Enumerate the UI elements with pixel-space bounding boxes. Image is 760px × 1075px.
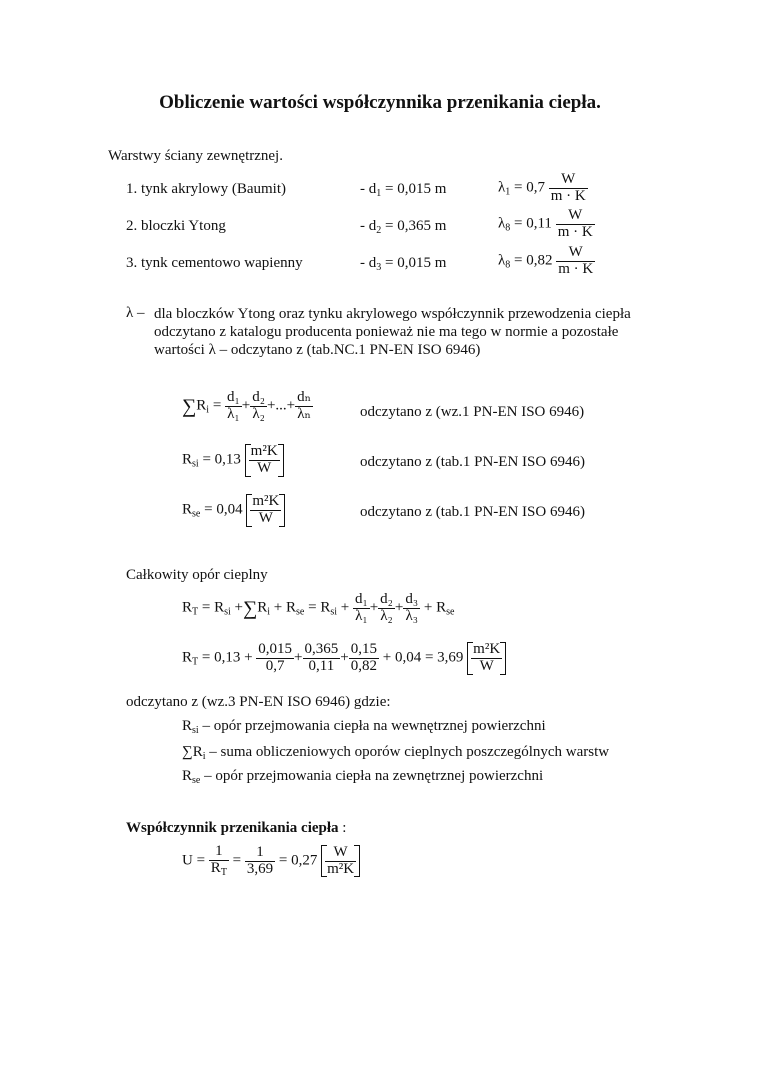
layer-3-thickness: - $d_3 = 0,015$ m — [360, 255, 447, 273]
u-heading: Współczynnik przenikania ciepła : — [126, 820, 347, 836]
sum-ri-source: odczytano z (wz.1 PN-EN ISO 6946) — [360, 404, 585, 420]
total-heading: Całkowity opór cieplny — [126, 567, 268, 583]
layer-2-thickness: - $d_2 = 0,365$ m — [360, 218, 447, 236]
legend-rse: $R_{se}$ – opór przejmowania ciepła na zewnętrznej powierzchni — [182, 768, 544, 786]
layer-1-name: 1. tynk akrylowy (Baumit) — [126, 181, 286, 197]
legend-rsi: $R_{si}$ – opór przejmowania ciepła na wewnętrznej powierzchni — [182, 718, 546, 736]
page-title: Obliczenie wartości współczynnika przenikania ciepła. — [159, 92, 601, 113]
layer-1-lambda: $\lambda_1 = 0,7$ $\frac{W}{m \cdot K}$ — [498, 171, 586, 204]
total-source: odczytano z (wz.3 PN-EN ISO 6946) gdzie: — [126, 694, 391, 710]
lambda-note-marker: λ – — [126, 305, 145, 321]
legend-sum-ri: $\sum R_i$ – suma obliczeniowych oporów cieplnych poszczególnych warstw — [182, 744, 610, 762]
rsi-source: odczytano z (tab.1 PN-EN ISO 6946) — [360, 454, 585, 470]
layer-3-name: 3. tynk cementowo wapienny — [126, 255, 303, 271]
lambda-note-text: dla bloczków Ytong oraz tynku akrylowego współczynnik przewodzenia ciepła odczytano z katalogu producenta ponieważ nie ma tego w normie a pozostałe wartości λ – odczytano z (tab.NC.1 PN-EN ISO 6946) — [154, 306, 631, 358]
layers-heading: Warstwy ściany zewnętrznej. — [108, 148, 283, 164]
layer-1-thickness: - $d_1 = 0,015$ m — [360, 181, 447, 199]
total-formula-values: $R_T = 0,13$ + $\frac{0,015}{0,7}$ + $\frac{0,365}{0,11}$ + $\frac{0,15}{0,82}$ + 0,04 = 3,69 $\frac{\text{m²K}}{W}$ — [182, 642, 506, 675]
layer-2-name: 2. bloczki Ytong — [126, 218, 226, 234]
sum-ri-formula: $\sum R_i$ = $\frac{\text{d₁}}{\text{λ₁}}$ + $\frac{\text{d₂}}{\text{λ₂}}$ +...+ $\frac{\text{dₙ}}{\text{λₙ}}$ — [182, 389, 312, 422]
layer-3-lambda: $\lambda_8 = 0,82$ $\frac{W}{m \cdot K}$ — [498, 244, 594, 277]
rse-formula: $R_{se} = 0,04$ $\frac{\text{m²K}}{W}$ — [182, 494, 285, 527]
total-formula-general: $R_T = R_{si} +\sum R_i + R_{se} = R_{si}$ + $\frac{\text{d₁}}{\text{λ₁}}$ + $\frac{\text{d₂}}{\text{λ₂}}$ + $\frac{\text{d₃}}{\text{λ₃}}$ + $R_{se}$ — [182, 591, 455, 624]
u-formula: U = $\frac{1}{R_T}$ = $\frac{1}{3,69}$ = 0,27 $\frac{W}{\text{m²K}}$ — [182, 844, 360, 878]
rse-source: odczytano z (tab.1 PN-EN ISO 6946) — [360, 504, 585, 520]
rsi-formula: $R_{si} = 0,13$ $\frac{\text{m²K}}{W}$ — [182, 444, 284, 477]
layer-2-lambda: $\lambda_8 = 0,11$ $\frac{W}{m \cdot K}$ — [498, 207, 593, 240]
